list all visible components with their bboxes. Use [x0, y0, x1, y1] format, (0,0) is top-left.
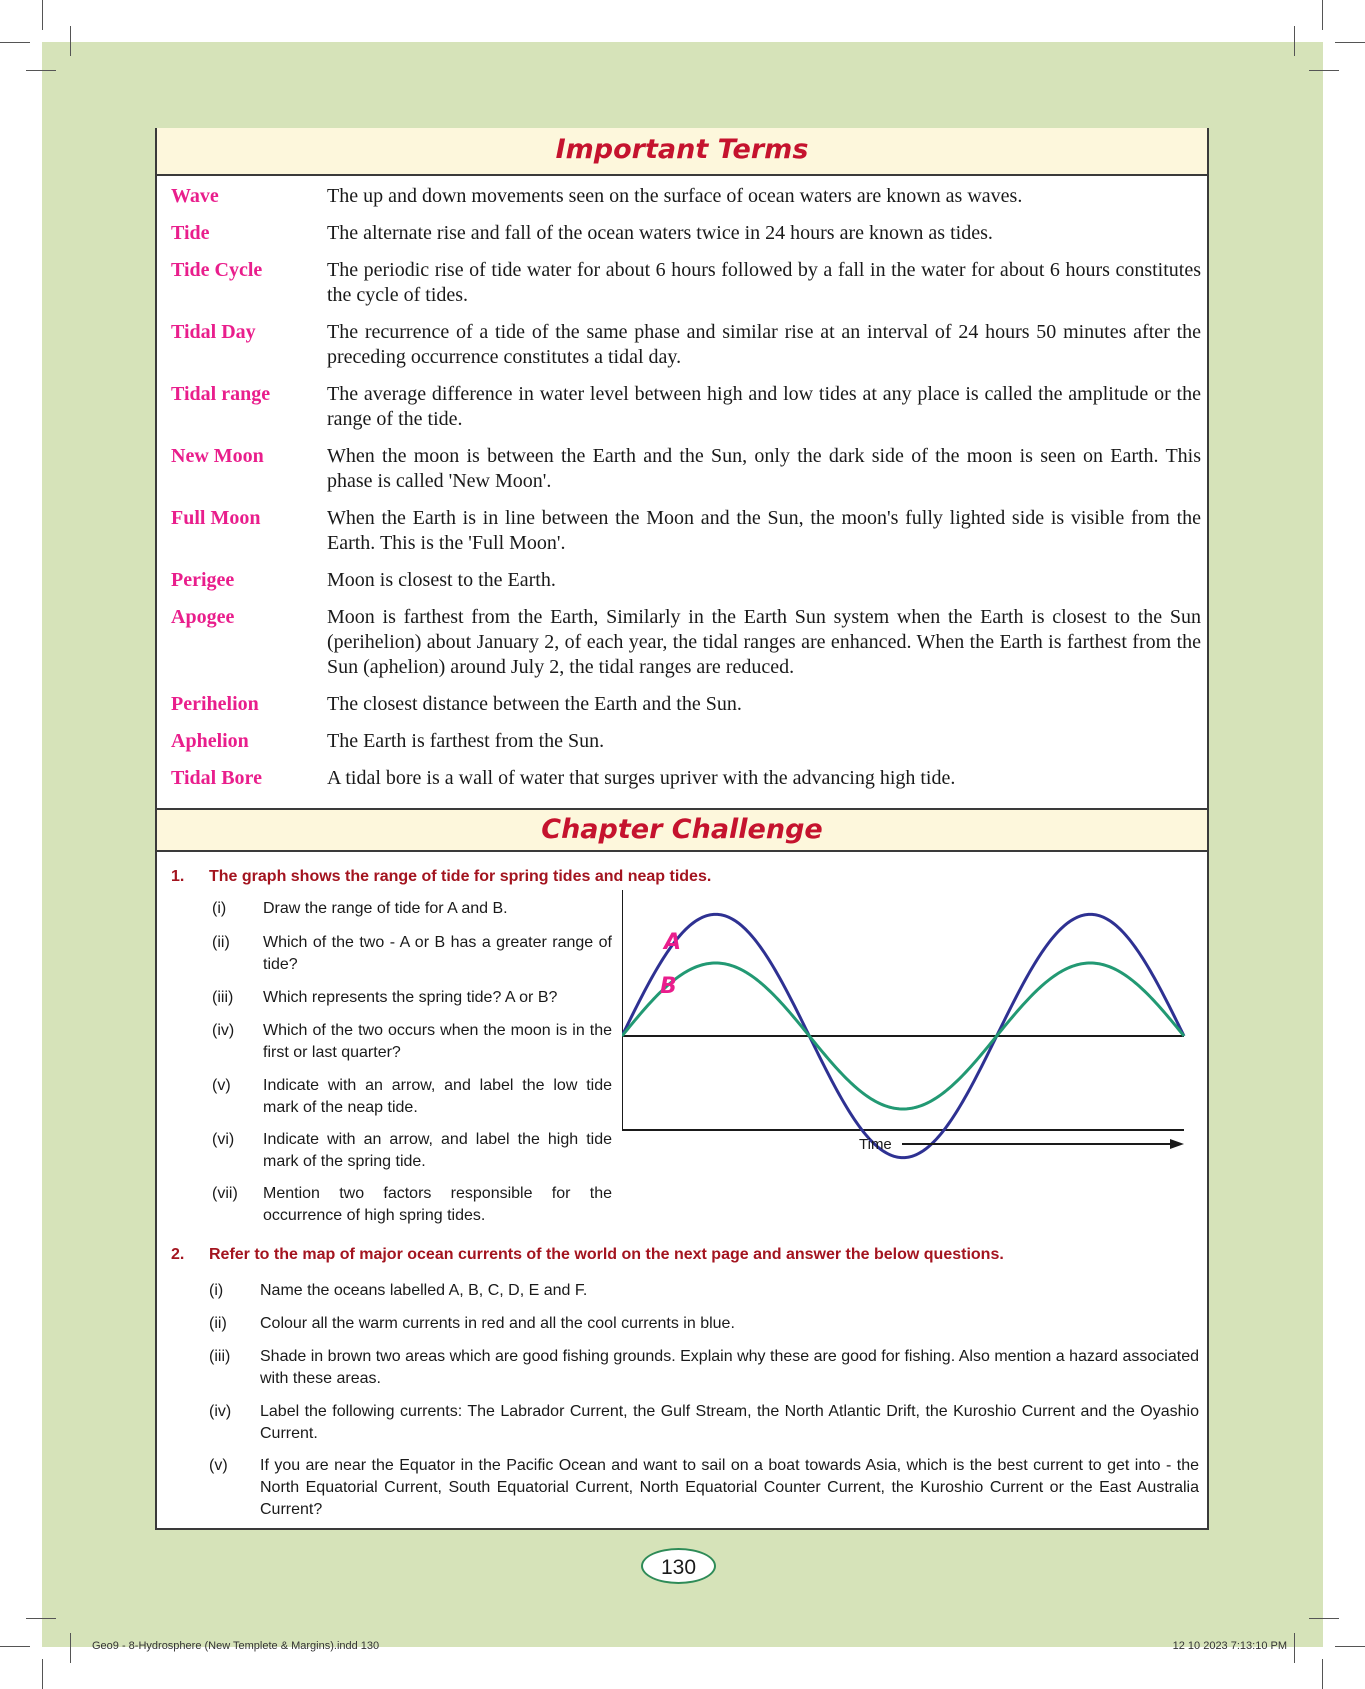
footer-timestamp: 12 10 2023 7:13:10 PM [1172, 1640, 1287, 1652]
term-row [171, 444, 1201, 494]
term-definition: The up and down movements seen on the surface of ocean waters are known as waves. [327, 185, 1023, 207]
subquestion-text: Draw the range of tide for A and B. [263, 900, 508, 917]
term-definition: The average difference in water level between high and low tides at any place is called the amplitude or the range of the tide. [327, 383, 1201, 430]
term-definition: Moon is farthest from the Earth, Similarly in the Earth Sun system when the Earth is closest to the Sun (perihelion) about January 2, of each year, the tidal ranges are enhanced. When the Earth is farthest from the Sun (aphelion) around July 2, the tidal ranges are reduced. [327, 606, 1201, 678]
subquestion-text: Mention two factors responsible for the occurrence of high spring tides. [263, 1185, 612, 1224]
term-definition: The periodic rise of tide water for about 6 hours followed by a fall in the water for about 6 hours constitutes the cycle of tides. [327, 259, 1201, 306]
footer-file-info: Geo9 - 8-Hydrosphere (New Templete & Margins).indd 130 [92, 1640, 380, 1652]
roman-numeral: (iii) [209, 1348, 231, 1365]
crop-mark [1309, 70, 1339, 71]
term-definition: The Earth is farthest from the Sun. [327, 730, 605, 752]
crop-mark [1294, 26, 1295, 56]
crop-mark [1335, 42, 1365, 43]
roman-numeral: (iv) [212, 1022, 235, 1039]
subquestion-text: Which of the two - A or B has a greater range of tide? [263, 934, 612, 973]
q1-subquestion [212, 898, 612, 920]
term-row [171, 221, 1201, 246]
question-number: 1. [171, 868, 185, 885]
crop-mark [1322, 0, 1323, 30]
roman-numeral: (vii) [212, 1185, 238, 1202]
term-definition: The recurrence of a tide of the same phase and similar rise at an interval of 24 hours 50 minutes after the preceding occurrence constitutes a tidal day. [327, 321, 1201, 368]
subquestion-text: Label the following currents: The Labrador Current, the Gulf Stream, the North Atlantic Drift, the Kuroshio Current and the Oyashio Current. [260, 1403, 1199, 1442]
term-row [171, 506, 1201, 556]
q2-subquestion [209, 1346, 1199, 1390]
subquestion-text: Which represents the spring tide? A or B? [263, 989, 558, 1006]
crop-mark [0, 1646, 30, 1647]
crop-mark [70, 26, 71, 56]
subquestion-text: Which of the two occurs when the moon is in the first or last quarter? [263, 1022, 612, 1061]
q1-subquestion [212, 1129, 612, 1173]
term-name: Tide Cycle [171, 259, 263, 281]
term-name: Wave [171, 185, 219, 207]
roman-numeral: (v) [212, 1077, 231, 1094]
term-name: Perigee [171, 569, 235, 591]
q1-subquestion [212, 932, 612, 976]
x-axis-label: Time [859, 1136, 892, 1153]
question-2-heading [171, 1246, 1004, 1264]
term-row [171, 729, 1201, 754]
roman-numeral: (v) [209, 1457, 228, 1474]
roman-numeral: (ii) [212, 934, 230, 951]
subquestion-text: Name the oceans labelled A, B, C, D, E and F. [260, 1282, 588, 1299]
q1-subquestion [212, 987, 612, 1009]
question-text: Refer to the map of major ocean currents of the world on the next page and answer the below questions. [209, 1246, 1004, 1263]
term-definition: When the Earth is in line between the Moon and the Sun, the moon's fully lighted side is visible from the Earth. This is the 'Full Moon'. [327, 507, 1201, 554]
subquestion-text: Colour all the warm currents in red and all the cool currents in blue. [260, 1315, 735, 1332]
term-row [171, 568, 1201, 593]
crop-mark [26, 70, 56, 71]
q2-subquestion [209, 1313, 1199, 1335]
term-row [171, 766, 1201, 791]
term-name: New Moon [171, 445, 264, 467]
crop-mark [1294, 1633, 1295, 1663]
term-name: Tidal Day [171, 321, 256, 343]
term-name: Tide [171, 222, 210, 244]
term-row [171, 692, 1201, 717]
series-a-label: A [664, 930, 682, 955]
q1-subquestion [212, 1020, 612, 1064]
subquestion-text: If you are near the Equator in the Pacific Ocean and want to sail on a boat towards Asia, which is the best current to get into - the North Equatorial Current, South Equatorial Current, North Equatorial Counter Current, the Kuroshio Current or the East Australia Current? [260, 1457, 1199, 1518]
question-1-heading [171, 868, 711, 886]
term-row [171, 605, 1201, 680]
subquestion-text: Indicate with an arrow, and label the high tide mark of the spring tide. [263, 1131, 612, 1170]
crop-mark [26, 1618, 56, 1619]
tide-range-chart [622, 890, 1192, 1180]
term-definition: A tidal bore is a wall of water that surges upriver with the advancing high tide. [327, 767, 956, 789]
term-row [171, 382, 1201, 432]
term-definition: The alternate rise and fall of the ocean waters twice in 24 hours are known as tides. [327, 222, 993, 244]
chapter-challenge-heading: Chapter Challenge [157, 808, 1207, 852]
crop-mark [0, 42, 30, 43]
roman-numeral: (i) [212, 900, 227, 917]
q1-subquestion [212, 1075, 612, 1119]
term-name: Apogee [171, 606, 235, 628]
crop-mark [1309, 1618, 1339, 1619]
q2-subquestion [209, 1455, 1199, 1521]
question-text: The graph shows the range of tide for spring tides and neap tides. [209, 868, 712, 885]
question-number: 2. [171, 1246, 185, 1263]
subquestion-text: Indicate with an arrow, and label the low tide mark of the neap tide. [263, 1077, 612, 1116]
important-terms-heading: Important Terms [157, 128, 1207, 176]
term-definition: The closest distance between the Earth and the Sun. [327, 693, 742, 715]
term-row [171, 320, 1201, 370]
q1-subquestion [212, 1183, 612, 1227]
roman-numeral: (iii) [212, 989, 234, 1006]
roman-numeral: (vi) [212, 1131, 235, 1148]
term-name: Tidal Bore [171, 767, 262, 789]
q2-subquestion [209, 1280, 1199, 1302]
series-b-label: B [660, 974, 677, 999]
content-box [155, 128, 1209, 1530]
term-name: Tidal range [171, 383, 271, 405]
roman-numeral: (i) [209, 1282, 224, 1299]
term-row [171, 184, 1201, 209]
crop-mark [1322, 1659, 1323, 1689]
term-definition: Moon is closest to the Earth. [327, 569, 556, 591]
term-name: Full Moon [171, 507, 261, 529]
crop-mark [42, 1659, 43, 1689]
page-number: 130 [641, 1548, 716, 1584]
q2-subquestion [209, 1401, 1199, 1445]
roman-numeral: (iv) [209, 1403, 232, 1420]
term-row [171, 258, 1201, 308]
roman-numeral: (ii) [209, 1315, 227, 1332]
subquestion-text: Shade in brown two areas which are good fishing grounds. Explain why these are good for fishing. Also mention a hazard associated with these areas. [260, 1348, 1199, 1387]
term-definition: When the moon is between the Earth and the Sun, only the dark side of the moon is seen on Earth. This phase is called 'New Moon'. [327, 445, 1201, 492]
crop-mark [70, 1633, 71, 1663]
time-arrow-head [1170, 1139, 1184, 1149]
terms-list [171, 184, 1201, 803]
crop-mark [1335, 1646, 1365, 1647]
crop-mark [42, 0, 43, 30]
term-name: Perihelion [171, 693, 259, 715]
term-name: Aphelion [171, 730, 249, 752]
